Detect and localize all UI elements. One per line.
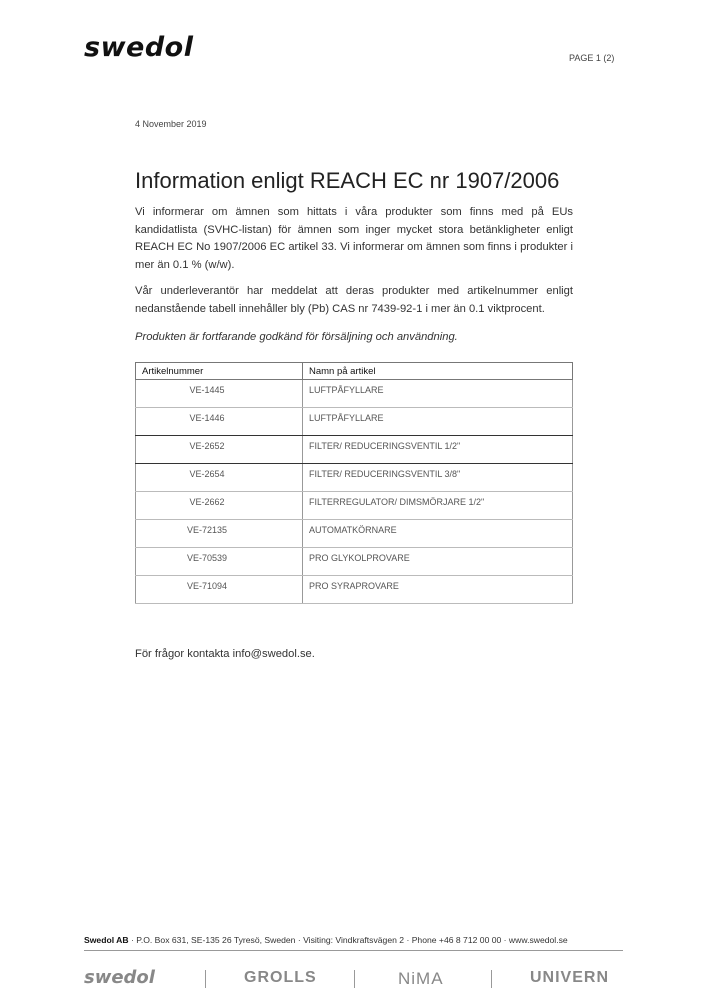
table-row xyxy=(136,380,573,408)
brand-strip xyxy=(84,966,624,996)
article-name: LUFTPÅFYLLARE xyxy=(303,380,573,408)
footer-address xyxy=(84,935,644,945)
article-name: FILTER/ REDUCERINGSVENTIL 3/8" xyxy=(303,464,573,492)
article-name: PRO GLYKOLPROVARE xyxy=(303,548,573,576)
article-table xyxy=(135,362,573,604)
article-number: VE-70539 xyxy=(136,548,303,576)
article-number: VE-71094 xyxy=(136,576,303,604)
table-row xyxy=(136,520,573,548)
article-number: VE-2662 xyxy=(136,492,303,520)
page-number: PAGE 1 (2) xyxy=(569,53,615,63)
intro-paragraph: Vi informerar om ämnen som hittats i våra produkter som finns med på EUs kandidatlista (SVHC-listan) för ämnen som inger mycket stora betänkligheter enligt REACH EC No 1907/2006 EC artikel 33. Vi informerar om ämnen som finns i produkter i mer än 0.1 % (w/w). xyxy=(135,206,573,271)
article-name: LUFTPÅFYLLARE xyxy=(303,408,573,436)
article-number: VE-72135 xyxy=(136,520,303,548)
table-row xyxy=(136,408,573,436)
article-name: FILTERREGULATOR/ DIMSMÖRJARE 1/2" xyxy=(303,492,573,520)
article-number: VE-2654 xyxy=(136,464,303,492)
footer-details: · P.O. Box 631, SE-135 26 Tyresö, Sweden · Visiting: Vindkraftsvägen 2 · Phone +46 8 712 00 00 · www.swedol.se xyxy=(128,935,568,945)
contact-line: För frågor kontakta info@swedol.se. xyxy=(135,648,315,660)
brand-logo-swedol: swedol xyxy=(84,967,155,988)
article-name: PRO SYRAPROVARE xyxy=(303,576,573,604)
article-number: VE-2652 xyxy=(136,436,303,464)
brand-logo-nima: NiMA xyxy=(398,969,444,988)
column-header-article-number: Artikelnummer xyxy=(136,363,303,380)
article-number: VE-1446 xyxy=(136,408,303,436)
brand-divider xyxy=(354,970,355,988)
article-number: VE-1445 xyxy=(136,380,303,408)
column-header-article-name: Namn på artikel xyxy=(303,363,573,380)
brand-logo-univern: UNIVERN xyxy=(530,969,610,986)
brand-divider xyxy=(205,970,206,988)
brand-logo-grolls: GROLLS xyxy=(244,969,317,986)
document-date: 4 November 2019 xyxy=(135,119,207,129)
table-row xyxy=(136,436,573,464)
supplier-paragraph: Vår underleverantör har meddelat att deras produkter med artikelnummer enligt nedanstående tabell innehåller bly (Pb) CAS nr 7439-92-1 i mer än 0.1 viktprocent. xyxy=(135,285,573,315)
page-title: Information enligt REACH EC nr 1907/2006 xyxy=(135,168,560,193)
footer-company: Swedol AB xyxy=(84,935,129,945)
brand-divider xyxy=(491,970,492,988)
article-name: AUTOMATKÖRNARE xyxy=(303,520,573,548)
table-row xyxy=(136,576,573,604)
table-row xyxy=(136,492,573,520)
table-row xyxy=(136,464,573,492)
approval-note: Produkten är fortfarande godkänd för försäljning och användning. xyxy=(135,331,458,343)
article-name: FILTER/ REDUCERINGSVENTIL 1/2" xyxy=(303,436,573,464)
table-header-row xyxy=(136,363,573,380)
table-row xyxy=(136,548,573,576)
swedol-logo: swedol xyxy=(84,32,194,63)
footer-divider xyxy=(84,950,623,951)
